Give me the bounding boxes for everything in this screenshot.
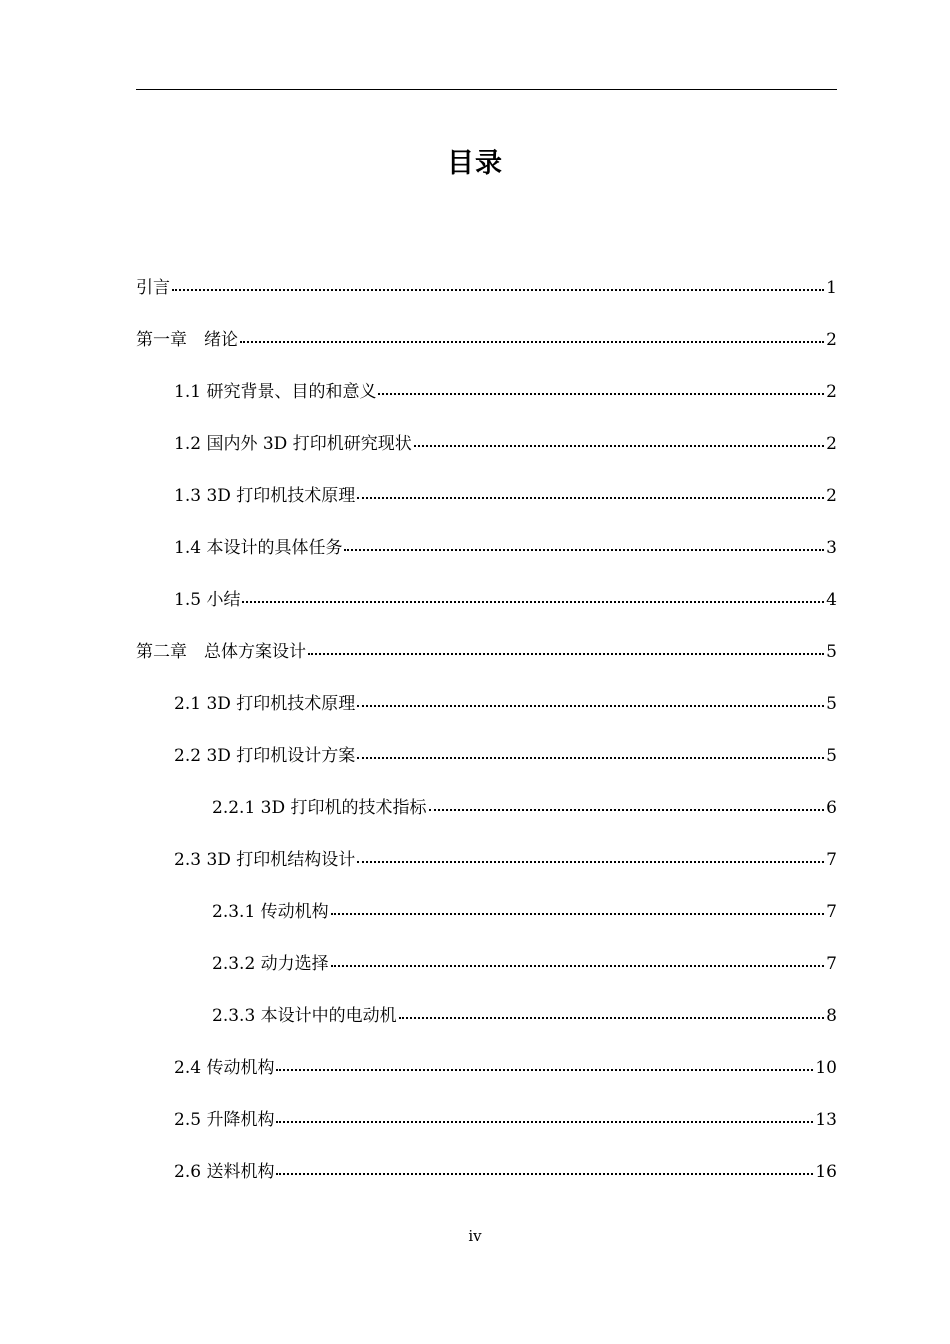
toc-dot-leader — [172, 288, 824, 291]
toc-entry[interactable] — [174, 847, 837, 873]
toc-entry-label: 第二章 总体方案设计 — [136, 642, 306, 662]
toc-entry-label: 2.2.1 3D 打印机的技术指标 — [212, 798, 427, 818]
toc-entry-page: 2 — [826, 434, 837, 454]
page-number: iv — [468, 1227, 482, 1245]
toc-entry-page: 3 — [826, 538, 837, 558]
toc-entry-page: 5 — [826, 694, 837, 714]
toc-entry-page: 7 — [826, 850, 837, 870]
toc-entry[interactable] — [174, 743, 837, 769]
toc-entry-page: 2 — [826, 330, 837, 350]
toc-dot-leader — [357, 860, 824, 863]
toc-entry[interactable] — [174, 1055, 837, 1081]
toc-entry-label: 2.3.1 传动机构 — [212, 902, 329, 922]
toc-entry-page: 10 — [815, 1058, 837, 1078]
toc-dot-leader — [357, 756, 824, 759]
toc-entry[interactable] — [136, 275, 837, 301]
toc-entry-label: 1.3 3D 打印机技术原理 — [174, 486, 356, 506]
toc-entry-label: 1.4 本设计的具体任务 — [174, 538, 343, 558]
toc-dot-leader — [344, 548, 824, 551]
toc-dot-leader — [331, 912, 825, 915]
toc-entry[interactable] — [212, 899, 837, 925]
toc-entry-label: 2.2 3D 打印机设计方案 — [174, 746, 356, 766]
toc-entry[interactable] — [174, 483, 837, 509]
toc-dot-leader — [240, 340, 824, 343]
toc-entry-label: 2.3 3D 打印机结构设计 — [174, 850, 356, 870]
toc-entry-label: 1.5 小结 — [174, 590, 241, 610]
toc-entry-label: 引言 — [136, 278, 170, 298]
toc-entry[interactable] — [174, 587, 837, 613]
toc-entry-page: 7 — [826, 954, 837, 974]
toc-entry-page: 1 — [826, 278, 837, 298]
toc-entry-page: 6 — [826, 798, 837, 818]
toc-entry[interactable] — [174, 1107, 837, 1133]
toc-entry-page: 8 — [826, 1006, 837, 1026]
toc-entry-page: 7 — [826, 902, 837, 922]
toc-dot-leader — [276, 1120, 813, 1123]
toc-entry-page: 4 — [826, 590, 837, 610]
toc-dot-leader — [276, 1172, 813, 1175]
toc-entry-label: 第一章 绪论 — [136, 330, 238, 350]
toc-dot-leader — [378, 392, 824, 395]
toc-entry[interactable] — [174, 431, 837, 457]
toc-dot-leader — [331, 964, 825, 967]
toc-entry[interactable] — [174, 535, 837, 561]
toc-entry-label: 2.4 传动机构 — [174, 1058, 275, 1078]
toc-entry[interactable] — [136, 639, 837, 665]
toc-entry-page: 5 — [826, 642, 837, 662]
toc-entry-label: 2.6 送料机构 — [174, 1162, 275, 1182]
toc-entry-page: 2 — [826, 382, 837, 402]
page-title: 目录 — [447, 148, 503, 179]
toc-entry-label: 2.1 3D 打印机技术原理 — [174, 694, 356, 714]
toc-entry[interactable] — [212, 951, 837, 977]
toc-dot-leader — [357, 496, 824, 499]
toc-entry[interactable] — [174, 379, 837, 405]
toc-entry-page: 13 — [815, 1110, 837, 1130]
toc-entry-label: 2.3.3 本设计中的电动机 — [212, 1006, 397, 1026]
toc-entry-label: 2.3.2 动力选择 — [212, 954, 329, 974]
toc-entry-label: 1.2 国内外 3D 打印机研究现状 — [174, 434, 412, 454]
toc-dot-leader — [276, 1068, 813, 1071]
toc-entry[interactable] — [174, 1159, 837, 1185]
toc-entry-page: 5 — [826, 746, 837, 766]
toc-dot-leader — [357, 704, 824, 707]
toc-entry-page: 16 — [815, 1162, 837, 1182]
toc-entry-page: 2 — [826, 486, 837, 506]
toc-entry[interactable] — [174, 691, 837, 717]
toc-entry[interactable] — [212, 795, 837, 821]
toc-entry-label: 1.1 研究背景、目的和意义 — [174, 382, 377, 402]
toc-dot-leader — [308, 652, 824, 655]
toc-entry[interactable] — [136, 327, 837, 353]
toc-dot-leader — [399, 1016, 825, 1019]
toc-entry-label: 2.5 升降机构 — [174, 1110, 275, 1130]
toc-entry[interactable] — [212, 1003, 837, 1029]
toc-dot-leader — [414, 444, 824, 447]
toc-dot-leader — [242, 600, 824, 603]
toc-dot-leader — [429, 808, 825, 811]
